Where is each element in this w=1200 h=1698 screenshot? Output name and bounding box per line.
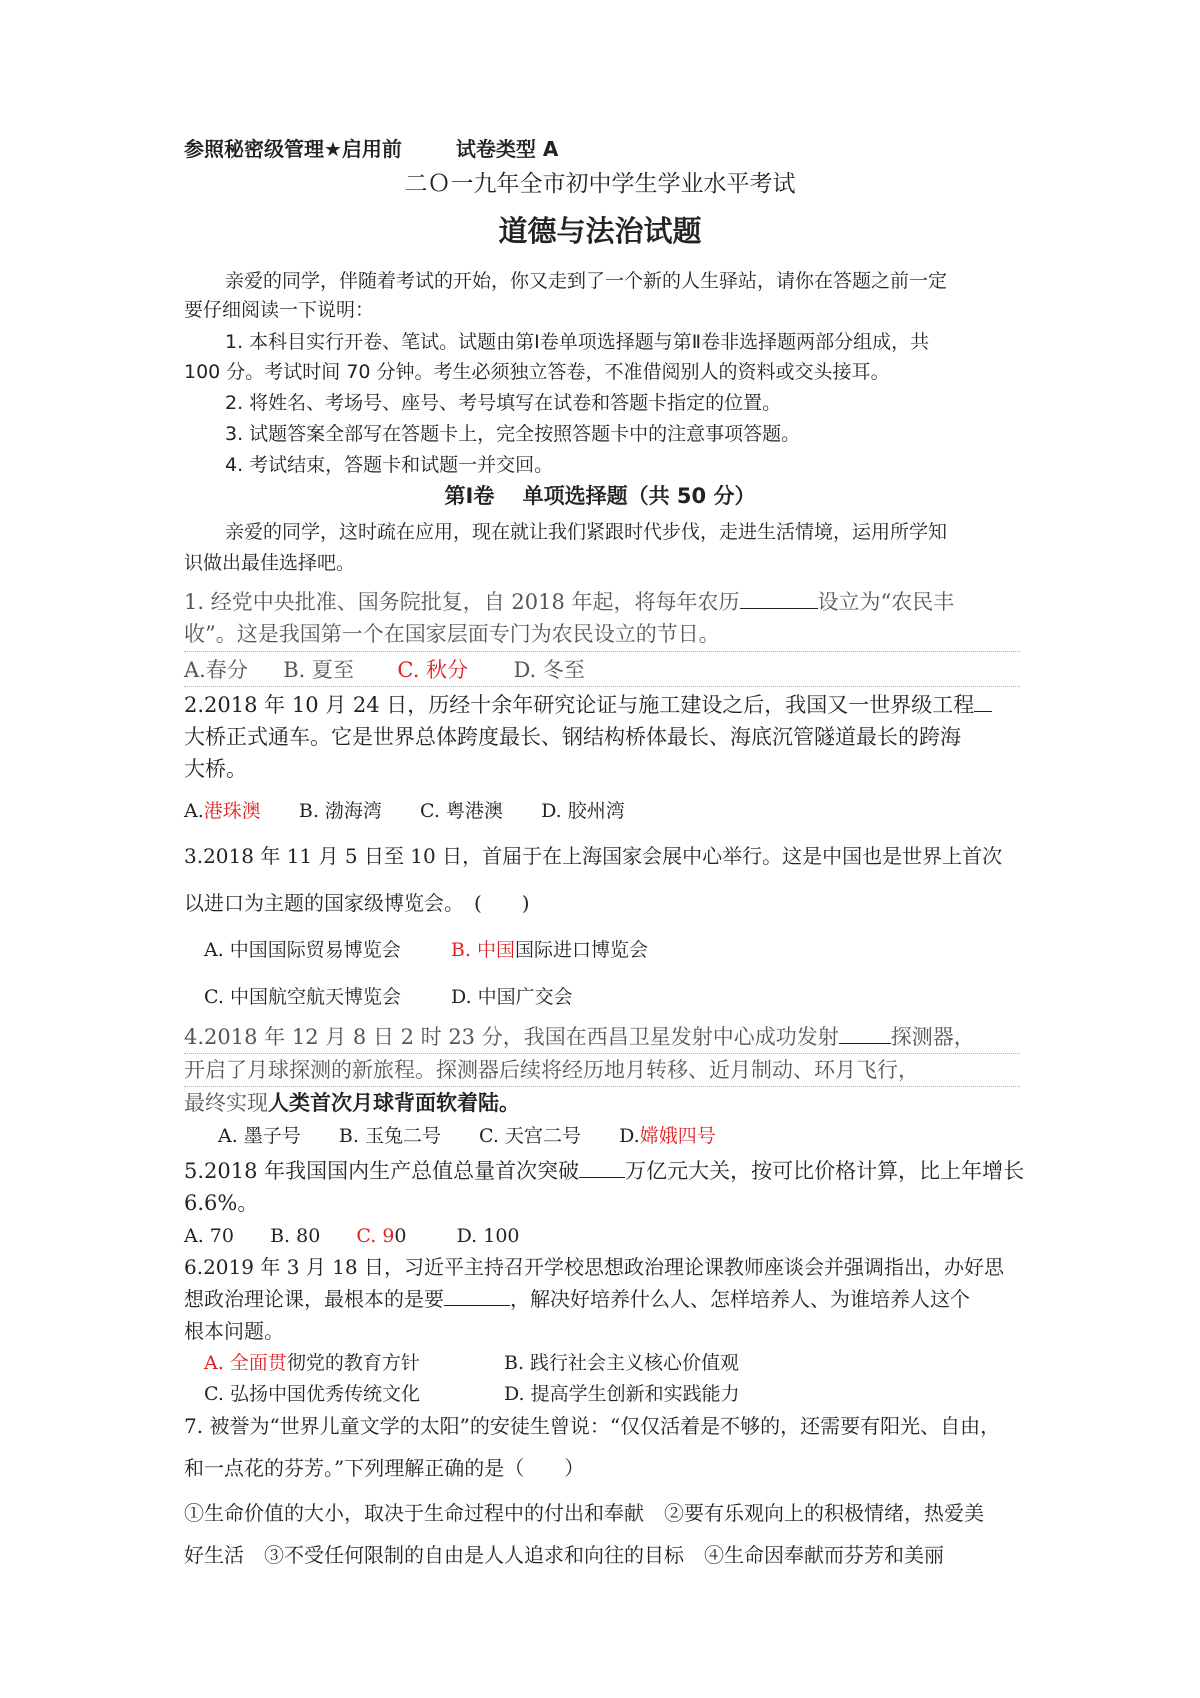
q4-option-c: C. 天宫二号 bbox=[479, 1125, 581, 1147]
q4-text-a: 4.2018 年 12 月 8 日 2 时 23 分，我国在西昌卫星发射中心成功发射 bbox=[184, 1025, 839, 1049]
section-1-intro-2: 识做出最佳选择吧。 bbox=[184, 552, 356, 574]
q6-line-1: 6.2019 年 3 月 18 日，习近平主持召开学校思想政治理论课教师座谈会并强调指出，办好思 bbox=[184, 1255, 1004, 1279]
q6-blank bbox=[444, 1285, 510, 1306]
q3-line-2: 以进口为主题的国家级博览会。 ( ) bbox=[184, 891, 530, 915]
q6-text-b: ，解决好培养什么人、怎样培养人、为谁培养人这个 bbox=[510, 1287, 970, 1311]
q5-option-c bbox=[356, 1225, 406, 1247]
q2-line-3: 大桥。 bbox=[184, 757, 247, 781]
q1-options bbox=[184, 656, 585, 684]
q4-line-3 bbox=[184, 1089, 520, 1117]
q2-line-1 bbox=[184, 691, 992, 719]
q6-option-b: B. 践行社会主义核心价值观 bbox=[504, 1352, 740, 1374]
q6-option-a-rest: 彻党的教育方针 bbox=[286, 1352, 420, 1374]
q6-option-d: D. 提高学生创新和实践能力 bbox=[504, 1383, 740, 1405]
divider bbox=[184, 1053, 1020, 1054]
q4-text-b: 探测器， bbox=[890, 1025, 975, 1049]
q4-line-1 bbox=[184, 1023, 975, 1051]
instruction-4: 4. 考试结束，答题卡和试题一并交回。 bbox=[225, 454, 554, 476]
instruction-1b: 100 分。考试时间 70 分钟。考生必须独立答卷，不准借阅别人的资料或交头接耳。 bbox=[184, 361, 890, 383]
exam-title: 二Ｏ一九年全市初中学生学业水平考试 bbox=[404, 171, 796, 197]
q2-option-a-prefix: A. bbox=[184, 800, 204, 822]
q4-option-d bbox=[619, 1125, 716, 1147]
q2-option-d: D. 胶州湾 bbox=[541, 800, 625, 822]
q6-line-2 bbox=[184, 1285, 970, 1313]
q5-blank bbox=[579, 1157, 625, 1178]
q4-option-a: A. 墨子号 bbox=[218, 1125, 301, 1147]
divider bbox=[184, 1086, 1020, 1087]
q5-text-b: 万亿元大关，按可比价格计算，比上年增长 bbox=[625, 1159, 1025, 1183]
header-row bbox=[184, 135, 558, 163]
q3-option-a: A. 中国国际贸易博览会 bbox=[204, 939, 401, 961]
q6-option-a bbox=[204, 1349, 504, 1377]
q3-option-c: C. 中国航空航天博览会 bbox=[204, 986, 401, 1008]
q4-line-2: 开启了月球探测的新旅程。探测器后续将经历地月转移、近月制动、环月飞行， bbox=[184, 1058, 919, 1082]
q4-option-d-answer: 嫦娥四号 bbox=[639, 1125, 716, 1147]
secrecy-label: 参照秘密级管理★启用前 bbox=[184, 137, 402, 161]
section-1-title: 第Ⅰ卷 单项选择题（共 50 分） bbox=[444, 484, 756, 508]
q5-text-a: 5.2018 年我国国内生产总值总量首次突破 bbox=[184, 1159, 580, 1183]
q3-option-d: D. 中国广交会 bbox=[451, 986, 573, 1008]
q1-option-a: A.春分 bbox=[184, 658, 248, 682]
q7-line-1: 7. 被誉为“世界儿童文学的太阳”的安徒生曾说：“仅仅活着是不够的，还需要有阳光、自由， bbox=[184, 1414, 1001, 1438]
q3-options-row-1 bbox=[204, 936, 648, 964]
q5-option-c-answer: C. 9 bbox=[356, 1225, 395, 1247]
q4-text-3b: 人类首次月球背面软着陆。 bbox=[268, 1091, 520, 1115]
q1-option-d: D. 冬至 bbox=[513, 658, 585, 682]
q4-option-d-prefix: D. bbox=[619, 1125, 640, 1147]
q2-option-c: C. 粤港澳 bbox=[420, 800, 503, 822]
q6-line-3: 根本问题。 bbox=[184, 1319, 284, 1343]
q1-blank bbox=[740, 588, 818, 609]
q1-line-2: 收”。这是我国第一个在国家层面专门为农民设立的节日。 bbox=[184, 622, 720, 646]
q6-option-c: C. 弘扬中国优秀传统文化 bbox=[204, 1383, 420, 1405]
paper-type-label: 试卷类型 A bbox=[455, 137, 559, 161]
q2-option-b: B. 渤海湾 bbox=[298, 800, 382, 822]
instruction-2: 2. 将姓名、考场号、座号、考号填写在试卷和答题卡指定的位置。 bbox=[225, 392, 782, 414]
q7-line-2: 和一点花的芬芳。”下列理解正确的是（ ） bbox=[184, 1456, 585, 1480]
q1-option-b: B. 夏至 bbox=[283, 658, 355, 682]
q2-text: 2.2018 年 10 月 24 日，历经十余年研究论证与施工建设之后，我国又一世界级工程 bbox=[184, 693, 975, 717]
q7-line-4: 好生活 ③不受任何限制的自由是人人追求和向往的目标 ④生命因奉献而芬芳和美丽 bbox=[184, 1543, 944, 1567]
q3-line-1: 3.2018 年 11 月 5 日至 10 日，首届于在上海国家会展中心举行。这是中国也是世界上首次 bbox=[184, 844, 1003, 868]
divider bbox=[184, 651, 1020, 652]
q2-line-2: 大桥正式通车。它是世界总体跨度最长、钢结构桥体最长、海底沉管隧道最长的跨海 bbox=[184, 725, 961, 749]
q4-text-3a: 最终实现 bbox=[184, 1091, 268, 1115]
q3-options-row-2 bbox=[204, 983, 573, 1011]
q2-option-a-answer: 港珠澳 bbox=[203, 800, 261, 822]
intro-line-2: 要仔细阅读一下说明： bbox=[184, 299, 375, 321]
instruction-3: 3. 试题答案全部写在答题卡上，完全按照答题卡中的注意事项答题。 bbox=[225, 423, 801, 445]
q3-option-b-rest: 国际进口博览会 bbox=[514, 939, 648, 961]
q3-option-b-answer: B. 中国 bbox=[450, 939, 515, 961]
q3-option-b bbox=[451, 939, 648, 961]
q5-options bbox=[184, 1222, 520, 1250]
q4-options bbox=[218, 1122, 716, 1150]
q2-option-a bbox=[184, 800, 261, 822]
q5-option-c-rest: 0 bbox=[394, 1225, 407, 1247]
q1-text-b: 设立为“农民丰 bbox=[817, 590, 955, 614]
subject-title: 道德与法治试题 bbox=[498, 214, 702, 248]
q5-option-d: D. 100 bbox=[456, 1225, 520, 1247]
q2-blank bbox=[974, 691, 992, 712]
q6-options-row-1 bbox=[204, 1349, 739, 1377]
q1-text-a: 1. 经党中央批准、国务院批复，自 2018 年起，将每年农历 bbox=[184, 590, 740, 614]
q5-option-a: A. 70 bbox=[184, 1225, 234, 1247]
q1-line-1 bbox=[184, 588, 954, 616]
q6-options-row-2 bbox=[204, 1380, 740, 1408]
q5-line-2: 6.6%。 bbox=[184, 1191, 259, 1215]
intro-line-1: 亲爱的同学，伴随着考试的开始，你又走到了一个新的人生驿站，请你在答题之前一定 bbox=[225, 270, 948, 292]
q1-option-c: C. 秋分 bbox=[397, 658, 469, 682]
q4-blank bbox=[839, 1023, 891, 1044]
q2-options bbox=[184, 797, 625, 825]
instruction-1a: 1. 本科目实行开卷、笔试。试题由第Ⅰ卷单项选择题与第Ⅱ卷非选择题两部分组成，共 bbox=[225, 331, 930, 353]
q6-text-a: 想政治理论课，最根本的是要 bbox=[184, 1287, 444, 1311]
q6-option-a-answer: A. 全面贯 bbox=[204, 1352, 287, 1374]
q5-line-1 bbox=[184, 1157, 1024, 1185]
q4-option-b: B. 玉兔二号 bbox=[338, 1125, 441, 1147]
divider bbox=[184, 686, 1020, 687]
q5-option-b: B. 80 bbox=[270, 1225, 321, 1247]
q7-line-3: ①生命价值的大小，取决于生命过程中的付出和奉献 ②要有乐观向上的积极情绪，热爱美 bbox=[184, 1501, 984, 1525]
section-1-intro-1: 亲爱的同学，这时疏在应用，现在就让我们紧跟时代步伐，走进生活情境，运用所学知 bbox=[225, 521, 948, 543]
